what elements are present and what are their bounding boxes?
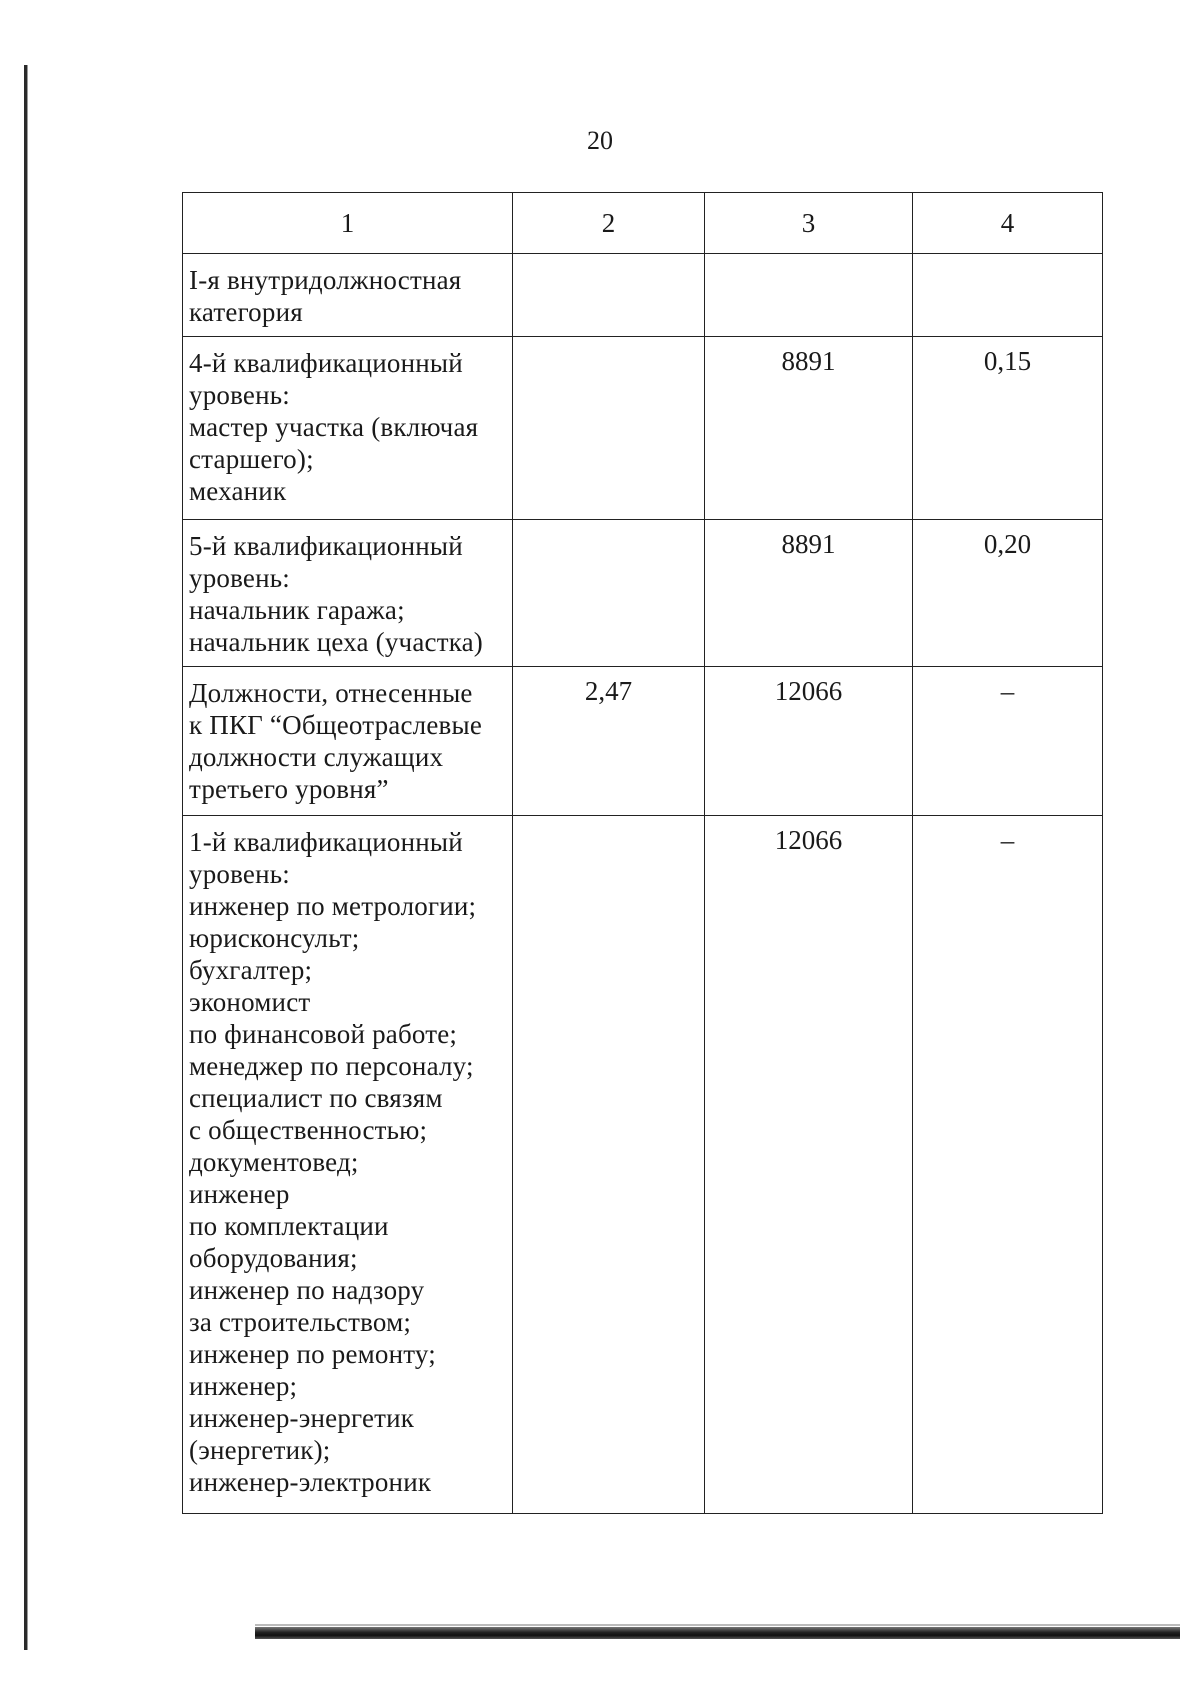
coefficient-cell bbox=[513, 520, 705, 667]
table-row bbox=[183, 816, 1103, 1514]
salary-value: 12066 bbox=[774, 676, 843, 706]
scan-edge-bottom bbox=[255, 1627, 1180, 1639]
table-header-row bbox=[183, 193, 1103, 254]
raise-value: – bbox=[1000, 825, 1015, 855]
salary-cell bbox=[705, 667, 913, 816]
raise-cell bbox=[913, 254, 1103, 337]
coefficient-value bbox=[513, 254, 704, 262]
raise-cell bbox=[913, 816, 1103, 1514]
coefficient-cell bbox=[513, 254, 705, 337]
raise-cell bbox=[913, 667, 1103, 816]
header-cell-1: 1 bbox=[183, 193, 513, 254]
position-cell bbox=[183, 667, 513, 816]
position-text: 5-й квалификационный уровень: начальник гаража; начальник цеха (участка) bbox=[189, 531, 483, 657]
coefficient-cell bbox=[513, 337, 705, 520]
scan-edge-left-shadow bbox=[27, 65, 28, 1650]
raise-value: 0,15 bbox=[983, 346, 1032, 376]
scan-edge-bottom-highlight bbox=[255, 1624, 1180, 1626]
position-cell bbox=[183, 520, 513, 667]
raise-value: – bbox=[1000, 676, 1015, 706]
table-row bbox=[183, 254, 1103, 337]
header-cell-3: 3 bbox=[705, 193, 913, 254]
table-row bbox=[183, 667, 1103, 816]
coefficient-value bbox=[513, 337, 704, 345]
salary-cell bbox=[705, 520, 913, 667]
salary-value bbox=[705, 254, 912, 262]
salary-value: 8891 bbox=[781, 346, 836, 376]
salary-value: 12066 bbox=[774, 825, 843, 855]
coefficient-value bbox=[513, 520, 704, 528]
coefficient-value bbox=[513, 816, 704, 824]
page-number: 20 bbox=[587, 126, 613, 155]
table-row bbox=[183, 337, 1103, 520]
position-text: 1-й квалификационный уровень: инженер по метрологии; юрисконсульт; бухгалтер; экономист по финансовой работе; менеджер по персоналу; специалист по связям с общественностью; документовед; инженер по комплектации оборудования; инженер по надзору за строительством; инженер по ремонту; инженер; инженер-энергетик (энергетик); инженер-электроник bbox=[189, 827, 477, 1497]
raise-cell bbox=[913, 520, 1103, 667]
qualification-table bbox=[182, 192, 1103, 1514]
position-text: 4-й квалификационный уровень: мастер участка (включая старшего); механик bbox=[189, 348, 479, 506]
table-row bbox=[183, 520, 1103, 667]
header-cell-4: 4 bbox=[913, 193, 1103, 254]
coefficient-value: 2,47 bbox=[584, 676, 633, 706]
raise-value: 0,20 bbox=[983, 529, 1032, 559]
salary-cell bbox=[705, 337, 913, 520]
coefficient-cell bbox=[513, 816, 705, 1514]
position-text: I-я внутридолжностная категория bbox=[189, 265, 462, 327]
position-cell bbox=[183, 816, 513, 1514]
position-cell bbox=[183, 337, 513, 520]
salary-cell bbox=[705, 816, 913, 1514]
raise-cell bbox=[913, 337, 1103, 520]
coefficient-cell bbox=[513, 667, 705, 816]
position-cell bbox=[183, 254, 513, 337]
salary-value: 8891 bbox=[781, 529, 836, 559]
position-text: Должности, отнесенные к ПКГ “Общеотраслевые должности служащих третьего уровня” bbox=[189, 678, 482, 804]
raise-value bbox=[913, 254, 1102, 262]
header-cell-2: 2 bbox=[513, 193, 705, 254]
salary-cell bbox=[705, 254, 913, 337]
